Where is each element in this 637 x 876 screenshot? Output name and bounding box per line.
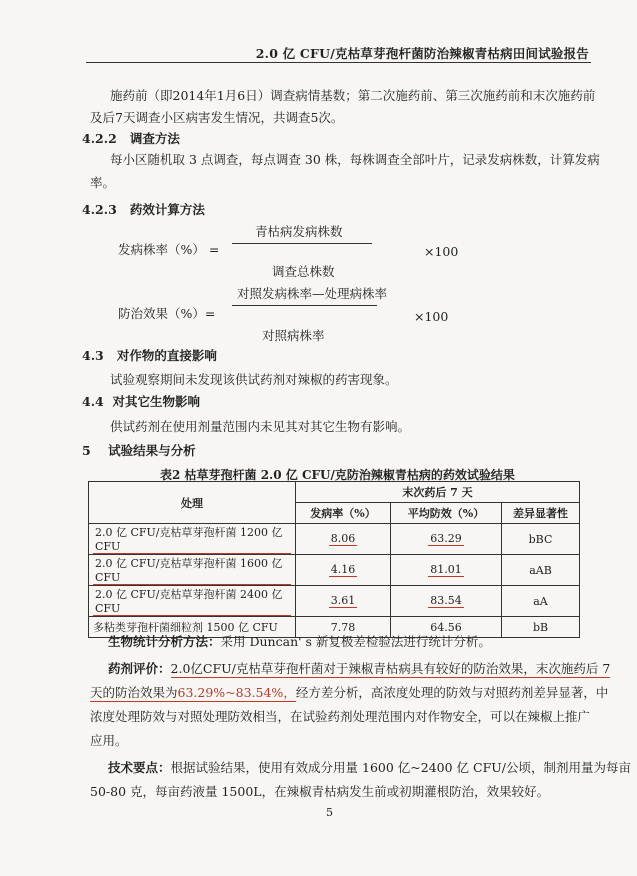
- cell-incidence: 4.16: [296, 555, 391, 586]
- cell-significance: bB: [502, 617, 580, 638]
- header-incidence: 发病率（%）: [296, 503, 391, 524]
- formula-2-label: 防治效果（%）=: [118, 306, 216, 321]
- section-title: 药效计算方法: [129, 202, 205, 217]
- evaluation-line-3: 浓度处理防效与对照处理防效相当，在试验药剂处理范围内对作物安全，可以在辣椒上推广: [90, 709, 591, 724]
- stats-method: [108, 632, 491, 650]
- stats-label: 生物统计分析方法：: [108, 634, 221, 649]
- evaluation-line-4: 应用。: [90, 733, 128, 748]
- formula-2-denominator: 对照病株率: [262, 328, 325, 343]
- section-number: 4.3: [82, 348, 104, 363]
- header-efficacy: 平均防效（%）: [391, 503, 502, 524]
- paragraph-line: 每小区随机取 3 点调查，每点调查 30 株，每株调查全部叶片，记录发病株数，计算发病: [110, 152, 600, 167]
- table-caption: 表2 枯草芽孢杆菌 2.0 亿 CFU/克防治辣椒青枯病的药效试验结果: [160, 468, 515, 482]
- cell-significance: bBC: [502, 524, 580, 555]
- tech-text: 根据试验结果，使用有效成分用量 1600 亿~2400 亿 CFU/公顷，制剂用量为每亩: [170, 760, 631, 775]
- tech-points-line-1: [108, 758, 631, 776]
- paragraph-line: 率。: [90, 175, 116, 190]
- paragraph-line: 施药前（即2014年1月6日）调查病情基数；第二次施药前、第三次施药前和末次施药前: [110, 88, 596, 103]
- cell-incidence: 3.61: [296, 586, 391, 617]
- section-number: 4.4: [82, 394, 104, 409]
- formula-2-multiplier: ×100: [414, 309, 449, 324]
- table-row: [89, 555, 580, 586]
- section-heading-5: [82, 441, 196, 459]
- section-heading-4-2-3: [82, 200, 205, 218]
- cell-efficacy: 63.29: [391, 524, 502, 555]
- header-group-7-days: 末次药后 7 天: [296, 482, 580, 503]
- evaluation-text: 天的防治效果为: [90, 685, 178, 700]
- formula-1-numerator: 青枯病发病株数: [255, 224, 343, 239]
- cell-treatment: 2.0 亿 CFU/克枯草芽孢杆菌 1200 亿 CFU: [89, 524, 296, 555]
- header-significance: 差异显著性: [502, 503, 580, 524]
- stats-text: 采用 Duncan' s 新复极差检验法进行统计分析。: [220, 634, 491, 649]
- section-title: 调查方法: [129, 131, 180, 146]
- formula-1-label: 发病株率（%） =: [118, 242, 220, 257]
- evaluation-text: 经方差分析，高浓度处理的防效与对照药剂差异显著，中: [295, 685, 609, 700]
- page-number: 5: [326, 806, 333, 819]
- table-row: [89, 586, 580, 617]
- tech-label: 技术要点：: [108, 760, 171, 775]
- cell-significance: aAB: [502, 555, 580, 586]
- running-header: 2.0 亿 CFU/克枯草芽孢杆菌防治辣椒青枯病田间试验报告: [255, 46, 589, 61]
- evaluation-line-1: [108, 659, 610, 677]
- cell-treatment: 2.0 亿 CFU/克枯草芽孢杆菌 1600 亿 CFU: [89, 555, 296, 586]
- cell-efficacy: 83.54: [391, 586, 502, 617]
- results-table: [88, 481, 580, 638]
- section-number: 4.2.3: [82, 202, 117, 217]
- cell-significance: aA: [502, 586, 580, 617]
- section-heading-4-4: [82, 392, 200, 410]
- section-heading-4-2-2: [82, 129, 180, 147]
- tech-points-line-2: 50-80 克，每亩药液量 1500L，在辣椒青枯病发生前或初期灌根防治，效果较好。: [90, 784, 550, 799]
- header-treatment: 处理: [89, 482, 296, 524]
- section-number: 4.2.2: [82, 131, 117, 146]
- paragraph-line: 供试药剂在使用剂量范围内未见其对其它生物有影响。: [110, 419, 411, 434]
- cell-efficacy: 81.01: [391, 555, 502, 586]
- cell-treatment: 多粘类芽孢杆菌细粒剂 1500 亿 CFU: [89, 617, 296, 638]
- cell-treatment: 2.0 亿 CFU/克枯草芽孢杆菌 2400 亿 CFU: [89, 586, 296, 617]
- section-number: 5: [82, 443, 91, 458]
- formula-1-denominator: 调查总株数: [272, 264, 335, 279]
- formula-1-fraction-bar: [232, 243, 372, 244]
- cell-incidence: 8.06: [296, 524, 391, 555]
- paragraph-line: 试验观察期间未发现该供试药剂对辣椒的药害现象。: [110, 372, 398, 387]
- evaluation-label: 药剂评价：: [108, 661, 171, 676]
- paragraph-line: 及后7天调查小区病害发生情况，共调查5次。: [90, 110, 344, 125]
- cell-incidence: 7.78: [296, 617, 391, 638]
- header-rule: [86, 62, 591, 63]
- cell-efficacy: 64.56: [391, 617, 502, 638]
- section-title: 试验结果与分析: [108, 443, 196, 458]
- efficacy-range: 63.29%~83.54%，: [177, 685, 296, 700]
- section-heading-4-3: [82, 346, 217, 364]
- evaluation-line-2: [90, 683, 608, 701]
- formula-2-numerator: 对照发病株率—处理病株率: [237, 286, 388, 301]
- evaluation-text: 2.0亿CFU/克枯草芽孢杆菌对于辣椒青枯病具有较好的防治效果，末次施药后 7: [170, 661, 611, 676]
- formula-2-fraction-bar: [232, 305, 377, 306]
- formula-1-multiplier: ×100: [424, 244, 459, 259]
- table-row: [89, 524, 580, 555]
- section-title: 对作物的直接影响: [116, 348, 217, 363]
- section-title: 对其它生物影响: [112, 394, 200, 409]
